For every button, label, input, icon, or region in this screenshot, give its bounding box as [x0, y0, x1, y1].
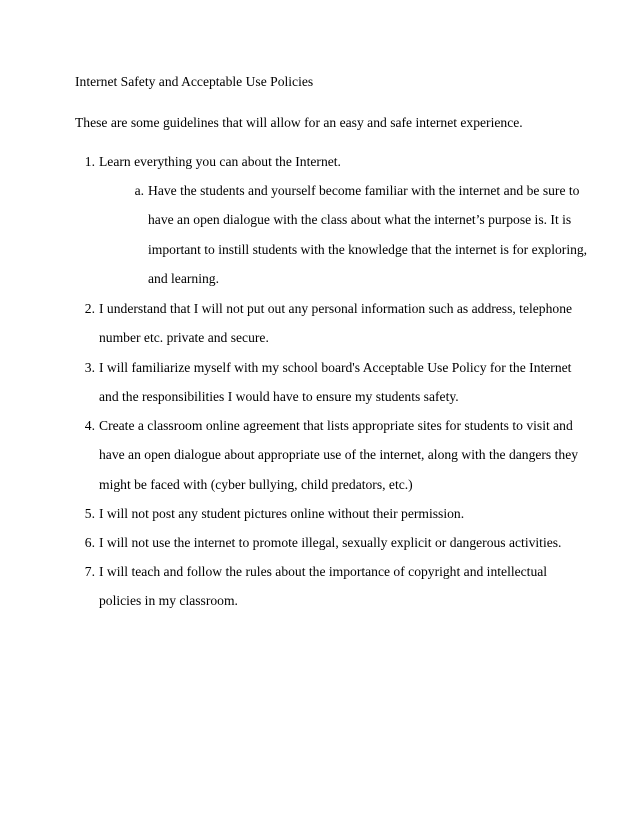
list-item-4-marker: 4.: [84, 418, 95, 433]
list-item-6-line-1: I will not use the internet to promote illegal, sexually explicit or dangerous activities.: [99, 535, 562, 550]
list-item-7-line-1: I will teach and follow the rules about the importance of copyright and intellectual: [99, 564, 548, 579]
list-item-2-line-1: I understand that I will not put out any personal information such as address, telephone: [99, 301, 573, 316]
intro-paragraph: These are some guidelines that will allow for an easy and safe internet experience.: [75, 115, 523, 130]
list-item-3-line-1: I will familiarize myself with my school board's Acceptable Use Policy for the Internet: [99, 360, 572, 375]
list-item-2-line-2: number etc. private and secure.: [99, 330, 269, 346]
list-item-2-marker: 2.: [84, 301, 95, 316]
list-subitem-1a-line-2: have an open dialogue with the class about what the internet’s purpose is. It is: [148, 212, 572, 228]
document-title: Internet Safety and Acceptable Use Policies: [75, 74, 314, 89]
list-item-3-marker: 3.: [84, 360, 95, 375]
list-item-5-marker: 5.: [84, 506, 95, 521]
list-item-3-line-2: and the responsibilities I would have to ensure my students safety.: [99, 389, 459, 405]
list-item-4-line-2: have an open dialogue about appropriate use of the internet, along with the dangers they: [99, 447, 579, 463]
list-item-1-marker: 1.: [84, 154, 95, 169]
list-subitem-1a-line-4: and learning.: [148, 271, 219, 287]
list-item-5-line-1: I will not post any student pictures online without their permission.: [99, 506, 465, 521]
list-item-7-line-2: policies in my classroom.: [99, 593, 238, 609]
list-subitem-1a-line-1: Have the students and yourself become familiar with the internet and be sure to: [148, 183, 580, 198]
list-item-4-line-3: might be faced with (cyber bullying, child predators, etc.): [99, 476, 413, 492]
list-subitem-1a-line-3: important to instill students with the knowledge that the internet is for exploring,: [148, 241, 588, 257]
list-item-1-text: Learn everything you can about the Internet.: [99, 154, 341, 169]
list-item-7-marker: 7.: [84, 564, 95, 579]
list-item-4-line-1: Create a classroom online agreement that lists appropriate sites for students to visit and: [99, 418, 573, 433]
list-item-6-marker: 6.: [84, 535, 95, 550]
list-subitem-1a-marker: a.: [134, 183, 144, 198]
